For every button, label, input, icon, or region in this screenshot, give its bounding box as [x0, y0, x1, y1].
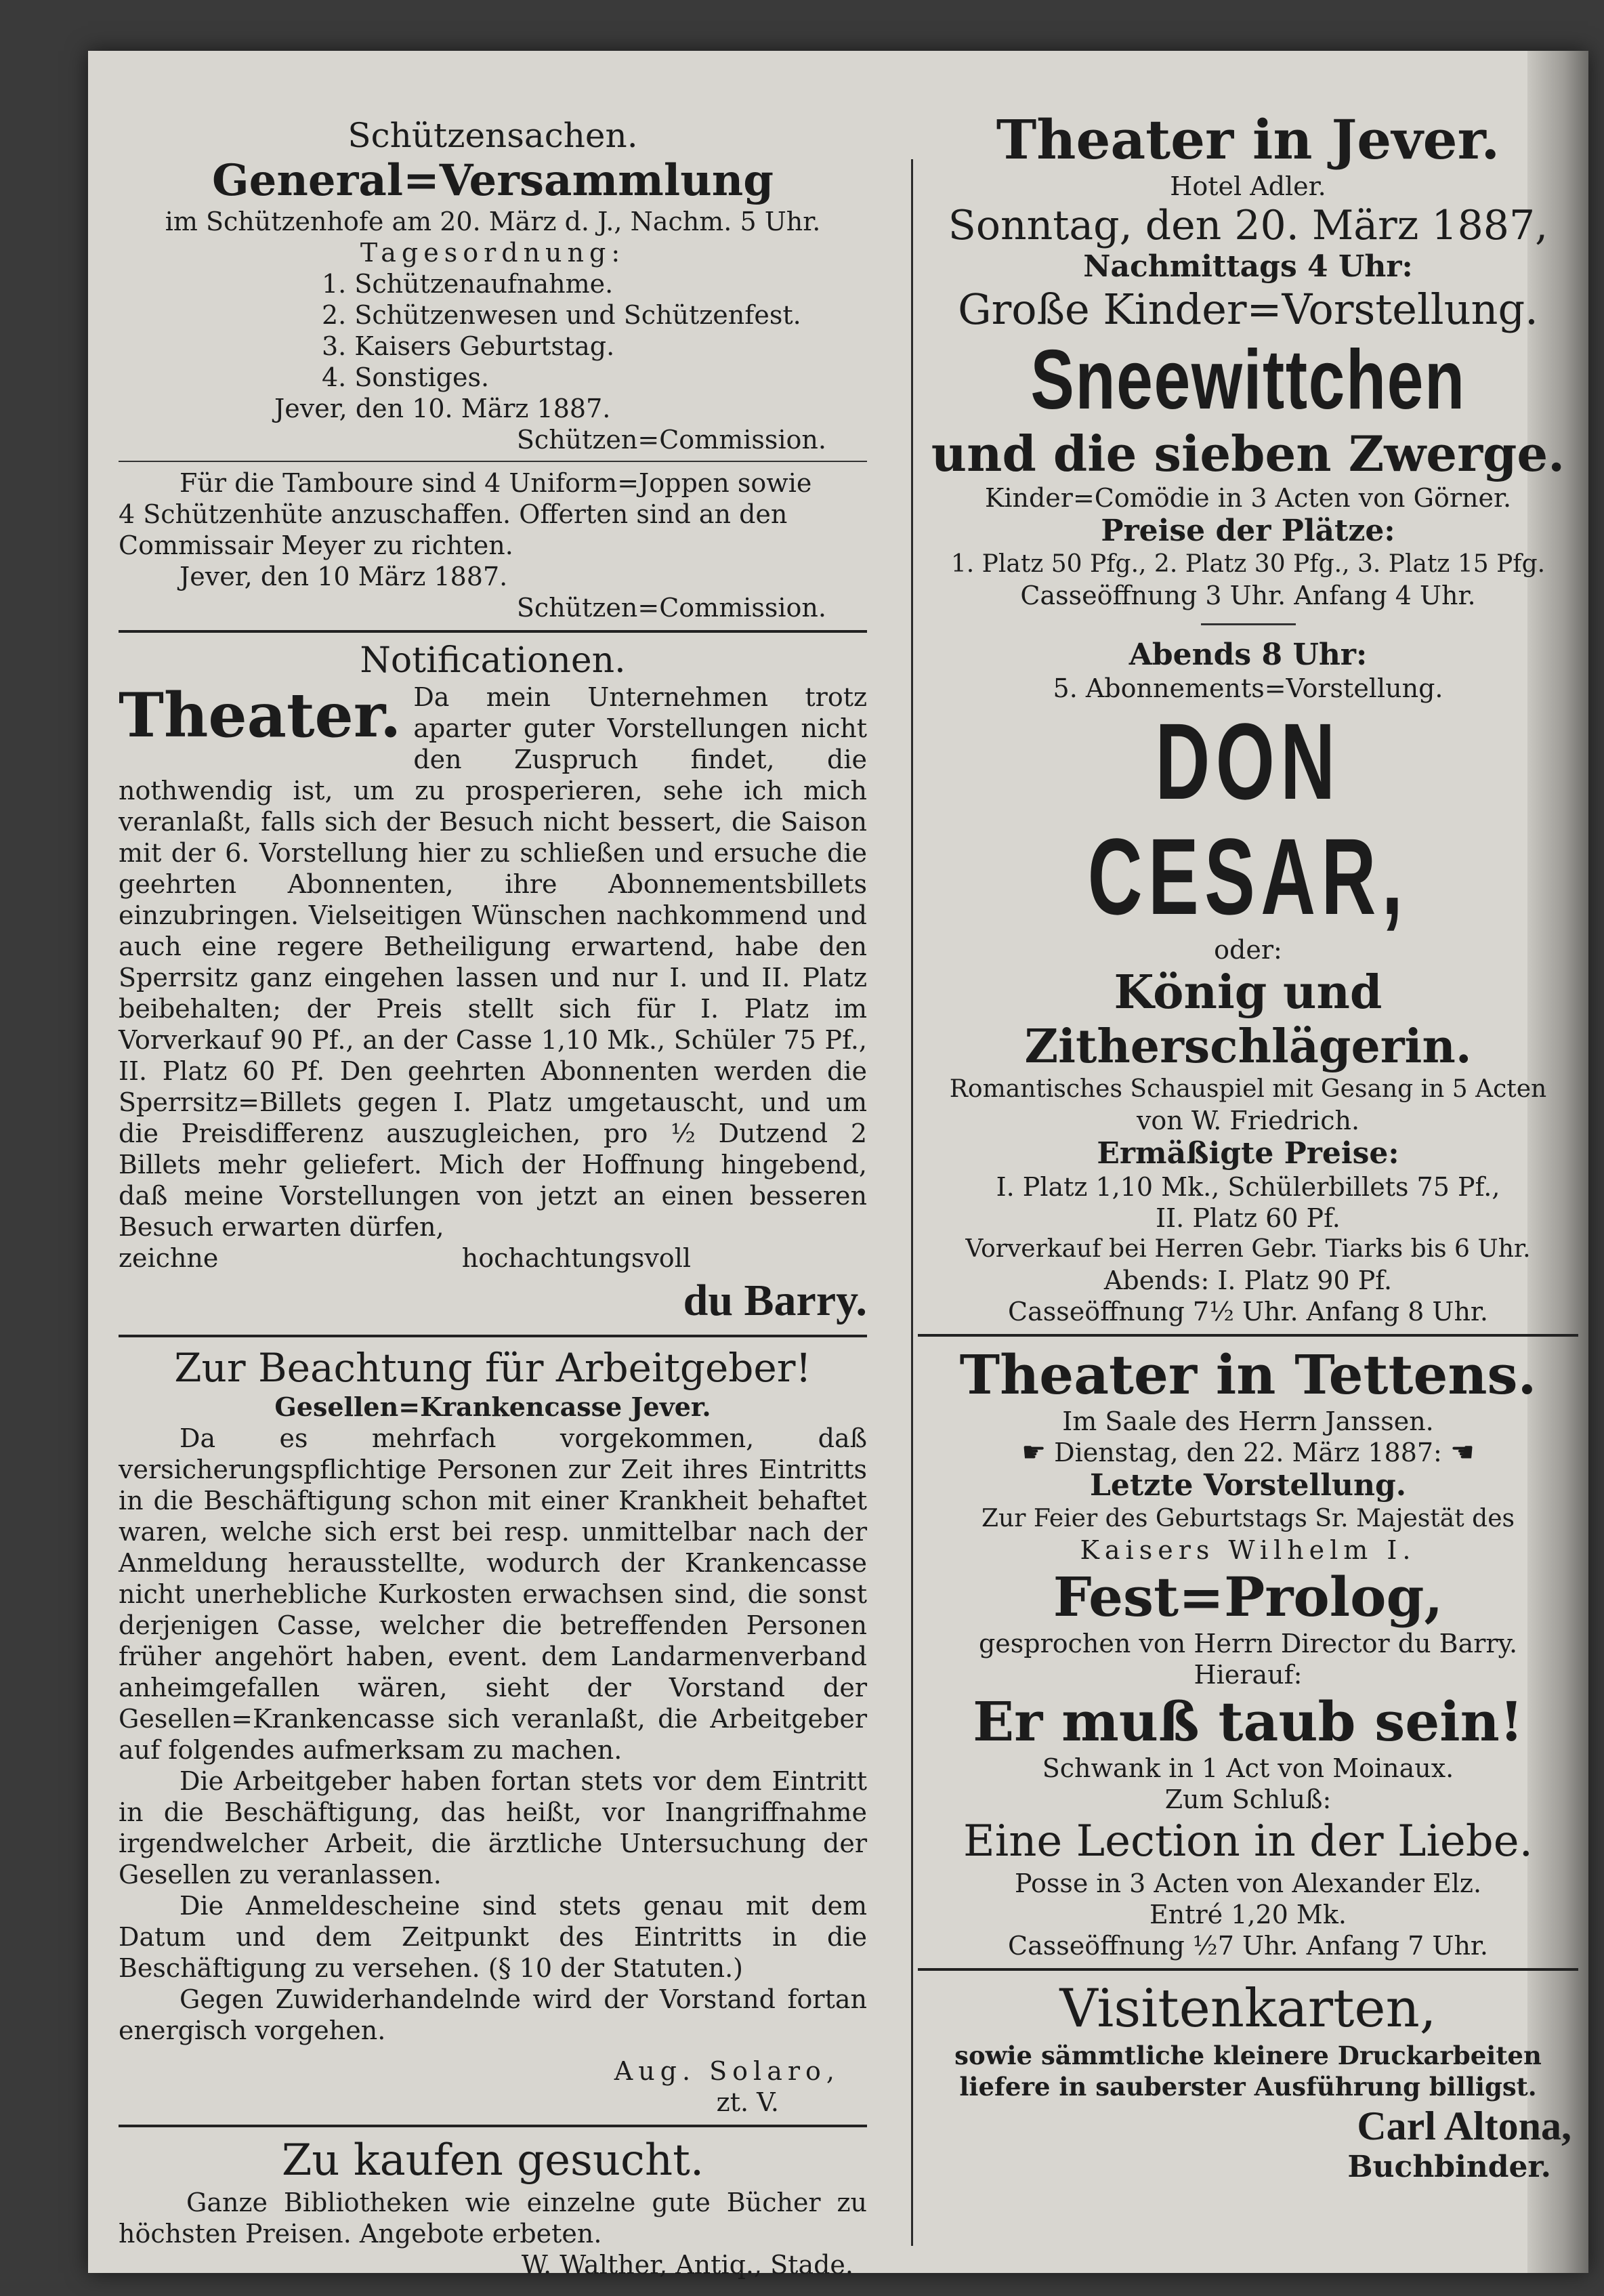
agenda-item: 1. Schützenaufnahme.	[322, 269, 614, 299]
notification-body	[119, 682, 867, 1243]
printer-name: Carl Altona,	[1357, 2104, 1571, 2148]
notification-text: Da mein Unternehmen trotz aparter guter Vorstellungen nicht den Zuspruch findet, die nothwendig ist, um zu prosperieren, sehe ich mich veranlaßt, falls sich der Besuch nicht bessert, die Saison mit der 6. Vorstellung hier zu schließen und ersuche die geehrten Abonnenten, ihre Abonnementsbillets einzubringen. Vielseitigen Wünschen nachkommend und auch eine regere Betheiligung erwartend, habe den Sperrsitz ganz eingehen lassen und nur I. und II. Platz beibehalten; der Preis stellt sich für I. Platz im Vorverkauf 90 Pf., an der Casse 1,10 Mk., Schüler 75 Pf., II. Platz 60 Pf. Den geehrten Abonnenten werden die Sperrsitz=Billets gegen I. Platz umgetauscht, und um die Preisdifferenz auszugleichen, pro ½ Dutzend 2 Billets mehr geliefert. Mich der Hoffnung hingebend, daß meine Vorstellungen von jetzt an einen besseren Besuch erwarten dürfen,	[119, 682, 867, 1242]
ad-line: Für die Tamboure sind 4 Uniform=Joppen sowie	[180, 468, 812, 498]
reduced-line: I. Platz 1,10 Mk., Schülerbillets 75 Pf.,	[996, 1172, 1500, 1202]
signature-du-barry: du Barry.	[683, 1276, 867, 1325]
paragraph: Gegen Zuwiderhandelnde wird der Vorstand fortan energisch vorgehen.	[119, 1984, 867, 2045]
date: Dienstag, den 22. März 1887:	[1054, 1438, 1442, 1467]
dateline: Jever, den 10 März 1887.	[180, 562, 508, 591]
ad-notifications	[119, 640, 867, 1328]
ad-theater-jever	[918, 108, 1578, 1327]
closing-left: zeichne	[119, 1243, 219, 1273]
left-column	[119, 115, 867, 2280]
divider	[1201, 623, 1296, 625]
column-divider	[911, 159, 913, 2246]
entry: Entré 1,20 Mk.	[1149, 1900, 1347, 1929]
title-don-cesar: DON CESAR,	[1087, 701, 1409, 937]
venue: Im Saale des Herrn Janssen.	[1062, 1406, 1434, 1436]
kind: Große Kinder=Vorstellung.	[958, 285, 1538, 334]
prices-label: Preise der Plätze:	[1101, 514, 1395, 548]
ad-schuetzen	[119, 115, 867, 455]
divider	[918, 1334, 1578, 1337]
then: Hierauf:	[1194, 1660, 1303, 1690]
abo: 5. Abonnements=Vorstellung.	[1053, 673, 1443, 703]
pointing-hand-left-icon: ☚	[1450, 1437, 1475, 1468]
agenda-list	[119, 268, 867, 393]
time: Abends 8 Uhr:	[1128, 638, 1368, 672]
ad-line: 4 Schützenhüte anzuschaffen. Offerten sind an den	[119, 499, 788, 529]
times: Casseöffnung ½7 Uhr. Anfang 7 Uhr.	[1008, 1931, 1488, 1961]
prices: 1. Platz 50 Pfg., 2. Platz 30 Pfg., 3. Platz 15 Pfg.	[950, 550, 1546, 578]
divider	[918, 1968, 1578, 1971]
signature: Aug. Solaro,	[614, 2056, 840, 2086]
last-performance: Letzte Vorstellung.	[1089, 1468, 1407, 1503]
date-line	[918, 1437, 1578, 1468]
times: Casseöffnung 3 Uhr. Anfang 4 Uhr.	[1020, 581, 1476, 610]
agenda-label: Tagesordnung:	[360, 238, 626, 268]
desc: Romantisches Schauspiel mit Gesang in 5 Acten	[949, 1075, 1547, 1103]
ad-line: Commissair Meyer zu richten.	[119, 530, 513, 560]
pointing-hand-right-icon: ☛	[1021, 1437, 1047, 1468]
ad-theater-tettens	[918, 1343, 1578, 1961]
section-heading: Zur Beachtung für Arbeitgeber!	[174, 1345, 811, 1391]
printer-trade: Buchbinder.	[1347, 2150, 1551, 2184]
signature-note: zt. V.	[716, 2087, 779, 2117]
times: Casseöffnung 7½ Uhr. Anfang 8 Uhr.	[1008, 1297, 1488, 1327]
ad-line: liefere in sauberster Ausführung billigst.	[959, 2072, 1537, 2102]
dateline: Jever, den 10. März 1887.	[274, 394, 611, 423]
section-heading: Notificationen.	[360, 640, 626, 681]
play-desc: Schwank in 1 Act von Moinaux.	[1042, 1753, 1454, 1783]
closing-right: hochachtungsvoll	[461, 1243, 691, 1273]
section-heading: Theater in Jever.	[996, 108, 1500, 171]
section-heading: Zu kaufen gesucht.	[281, 2135, 704, 2186]
play-desc: Posse in 3 Acten von Alexander Elz.	[1014, 1869, 1482, 1898]
ad-kicker: Schützensachen.	[347, 116, 638, 155]
title-koenig: König und Zitherschlägerin.	[1024, 965, 1472, 1074]
divider	[119, 630, 867, 633]
evening: Abends: I. Platz 90 Pf.	[1103, 1266, 1393, 1295]
presale: Vorverkauf bei Herren Gebr. Tiarks bis 6 Uhr.	[965, 1235, 1531, 1263]
signature: Schützen=Commission.	[516, 593, 826, 623]
kaufen-body: Ganze Bibliotheken wie einzelne gute Bücher zu höchsten Preisen. Angebote erbeten.	[119, 2188, 867, 2249]
play-title: Eine Lection in der Liebe.	[963, 1816, 1533, 1866]
ad-headline: General=Versammlung	[211, 155, 774, 206]
ad-kaufen	[119, 2134, 867, 2280]
signature: Schützen=Commission.	[516, 425, 826, 455]
section-heading: Theater in Tettens.	[959, 1343, 1537, 1406]
reduced-label: Ermäßigte Preise:	[1097, 1136, 1399, 1171]
occasion: Zur Feier des Geburtstags Sr. Majestät des	[982, 1505, 1515, 1532]
closing-line	[119, 1243, 867, 1274]
section-heading: Visitenkarten,	[1059, 1978, 1437, 2039]
agenda-item: 3. Kaisers Geburtstag.	[322, 331, 615, 361]
agenda-item: 2. Schützenwesen und Schützenfest.	[322, 300, 801, 330]
paragraph: Die Anmeldescheine sind stets genau mit dem Datum und dem Zeitpunkt des Eintritts in die Beschäftigung zu versehen. (§ 10 der Statuten.)	[119, 1891, 867, 1983]
divider	[119, 2125, 867, 2127]
occasion: Kaisers Wilhelm I.	[1080, 1535, 1416, 1565]
theater-word: Theater.	[119, 680, 402, 751]
signature: W. Walther, Antiq., Stade.	[521, 2250, 853, 2280]
spoken-by: gesprochen von Herrn Director du Barry.	[978, 1629, 1518, 1658]
agenda-item: 4. Sonstiges.	[322, 362, 490, 392]
title-zwerge: und die sieben Zwerge.	[931, 425, 1565, 482]
right-column	[918, 108, 1578, 2185]
paragraph: Die Arbeitgeber haben fortan stets vor dem Eintritt in die Beschäftigung, das heißt, vor Inangriffnahme irgendwelcher Arbeit, die ärztliche Untersuchung der Gesellen zu veranlassen.	[119, 1766, 867, 1890]
oder: oder:	[1214, 935, 1282, 965]
finally: Zum Schluß:	[1164, 1784, 1332, 1814]
author: von W. Friedrich.	[1136, 1106, 1360, 1135]
reduced-line: II. Platz 60 Pf.	[1156, 1203, 1341, 1233]
ad-visitenkarten	[918, 1978, 1578, 2185]
divider	[119, 1335, 867, 1337]
date: Sonntag, den 20. März 1887,	[948, 202, 1548, 249]
ad-arbeitgeber	[119, 1344, 867, 2118]
time: Nachmittags 4 Uhr:	[1083, 249, 1413, 284]
author: Kinder=Comödie in 3 Acten von Görner.	[984, 483, 1512, 513]
ad-place: im Schützenhofe am 20. März d. J., Nachm. 5 Uhr.	[165, 207, 821, 236]
title-sneewittchen: Sneewittchen	[1030, 333, 1466, 427]
venue: Hotel Adler.	[1170, 171, 1326, 201]
divider	[119, 461, 867, 462]
ad-line: sowie sämmtliche kleinere Druckarbeiten	[954, 2041, 1542, 2070]
subheading: Gesellen=Krankencasse Jever.	[274, 1392, 711, 1422]
ad-tambour	[119, 467, 867, 623]
paragraph: Da es mehrfach vorgekommen, daß versicherungspflichtige Personen zur Zeit ihres Eintritts in die Beschäftigung schon mit einer Krankheit behaftet waren, welche sich erst bei resp. unmittelbar nach der Anmeldung herausstellte, wodurch der Krankencasse nicht unerhebliche Kurkosten erwachsen sind, die sonst derjenigen Casse, welcher die betreffenden Personen früher angehört haben, event. dem Landarmenverband anheimgefallen wären, sieht der Vorstand der Gesellen=Krankencasse sich veranlaßt, die Arbeitgeber auf folgendes aufmerksam zu machen.	[119, 1423, 867, 1765]
play-title: Er muß taub sein!	[973, 1690, 1523, 1753]
prolog: Fest=Prolog,	[1053, 1565, 1443, 1629]
